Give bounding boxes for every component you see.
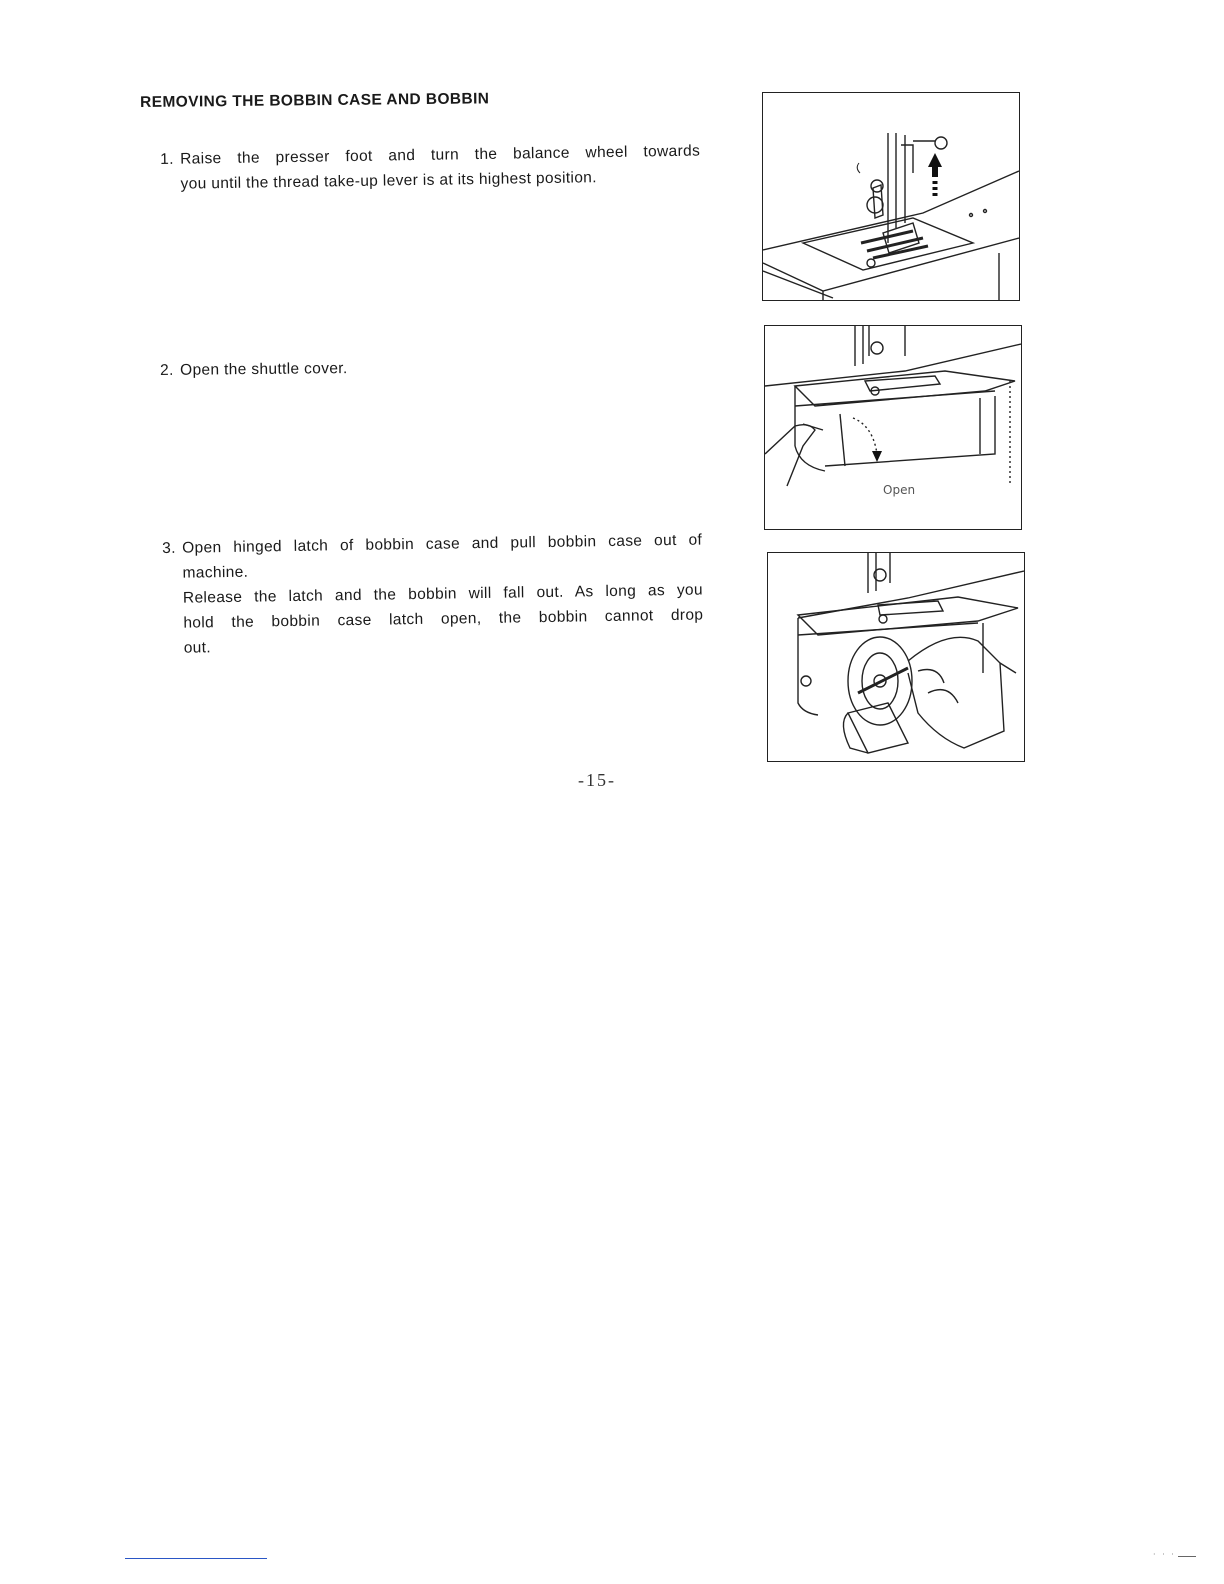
- step-2: [160, 352, 700, 383]
- shuttle-cover-illustration: [765, 326, 1021, 529]
- footer-rule: [125, 1558, 267, 1559]
- footer-dash: [1178, 1556, 1196, 1557]
- bobbin-case-illustration: [768, 553, 1024, 761]
- step-3-line-3: Release the latch and the bobbin will fall out. As long as you: [182, 581, 704, 607]
- figure-open-shuttle-cover: [764, 325, 1022, 530]
- footer-dots: · · ·: [1153, 1550, 1176, 1559]
- step-1-line-2: you until the thread take-up lever is at its highest position.: [180, 169, 597, 193]
- sewing-machine-needle-illustration: [763, 93, 1019, 300]
- step-3-line-4: hold the bobbin case latch open, the bobbin cannot drop: [183, 606, 704, 632]
- figure-remove-bobbin-case: [767, 552, 1025, 762]
- step-1-number: 1.: [160, 150, 174, 168]
- step-3-line-1: Open hinged latch of bobbin case and pull bobbin case out of: [182, 531, 703, 557]
- open-label: Open: [883, 483, 916, 497]
- step-3-line-5: out.: [183, 639, 212, 657]
- step-3-line-2: machine.: [182, 563, 249, 582]
- step-3: [162, 528, 704, 661]
- step-2-line-1: Open the shuttle cover.: [180, 360, 348, 379]
- page-number: -15-: [578, 770, 616, 790]
- step-1: [160, 139, 701, 197]
- step-2-number: 2.: [160, 361, 174, 379]
- step-1-line-1: Raise the presser foot and turn the balance wheel towards: [180, 142, 701, 168]
- step-3-number: 3.: [162, 539, 176, 557]
- figure-raise-presser-foot: [762, 92, 1020, 301]
- section-heading: REMOVING THE BOBBIN CASE AND BOBBIN: [140, 90, 490, 111]
- arrow-down-icon: [872, 451, 882, 462]
- arrow-up-icon: [928, 153, 942, 196]
